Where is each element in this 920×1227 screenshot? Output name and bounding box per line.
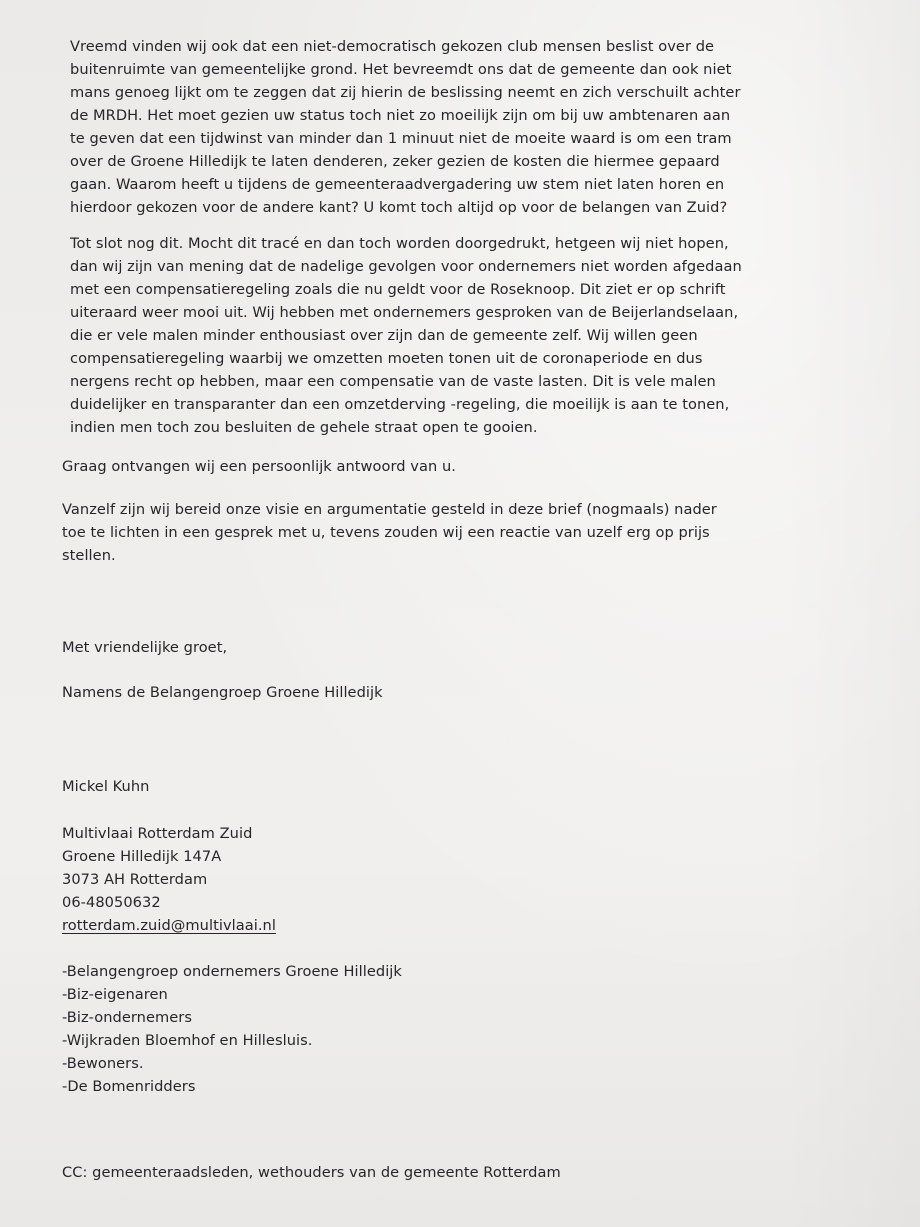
signatory-groups-list xyxy=(62,960,782,1098)
paragraph-line: gaan. Waarom heeft u tijdens de gemeenteraadvergadering uw stem niet laten horen en xyxy=(70,176,725,193)
paragraph-line: Graag ontvangen wij een persoonlijk antwoord van u. xyxy=(62,458,456,475)
paragraph-line: toe te lichten in een gesprek met u, tevens zouden wij een reactie van uzelf erg op prijs xyxy=(62,524,710,541)
cc-text: CC: gemeenteraadsleden, wethouders van de gemeente Rotterdam xyxy=(62,1164,561,1181)
paragraph-line: uiteraard weer mooi uit. Wij hebben met ondernemers gesproken van de Beijerlandselaan, xyxy=(70,304,739,321)
list-item: -Wijkraden Bloemhof en Hillesluis. xyxy=(62,1032,313,1049)
list-item: -Bewoners. xyxy=(62,1055,144,1072)
paragraph-line: Tot slot nog dit. Mocht dit tracé en dan toch worden doorgedrukt, hetgeen wij niet hopen, xyxy=(70,235,729,252)
paragraph-line: hierdoor gekozen voor de andere kant? U komt toch altijd op voor de belangen van Zuid? xyxy=(70,199,728,216)
paragraph-line: over de Groene Hilledijk te laten denderen, zeker gezien de kosten die hiermee gepaard xyxy=(70,153,720,170)
paragraph-line: de MRDH. Het moet gezien uw status toch niet zo moeilijk zijn om bij uw ambtenaren aan xyxy=(70,107,731,124)
paragraph-line: te geven dat een tijdwinst van minder dan 1 minuut niet de moeite waard is om een tram xyxy=(70,130,732,147)
paragraph-line: die er vele malen minder enthousiast over zijn dan de gemeente zelf. Wij willen geen xyxy=(70,327,698,344)
paragraph-line: mans genoeg lijkt om te zeggen dat zij hierin de beslissing neemt en zich verschuilt achter xyxy=(70,84,741,101)
signer-name xyxy=(62,775,782,798)
paragraph-4 xyxy=(62,498,782,567)
on-behalf-text: Namens de Belangengroep Groene Hilledijk xyxy=(62,684,383,701)
cc-line xyxy=(62,1161,782,1184)
on-behalf-line xyxy=(62,681,782,704)
paragraph-line: buitenruimte van gemeentelijke grond. Het bevreemdt ons dat de gemeente dan ook niet xyxy=(70,61,732,78)
list-item: -Belangengroep ondernemers Groene Hilledijk xyxy=(62,963,402,980)
email-link[interactable]: rotterdam.zuid@multivlaai.nl xyxy=(62,917,276,934)
paragraph-line: stellen. xyxy=(62,547,116,564)
street-address: Groene Hilledijk 147A xyxy=(62,848,222,865)
paragraph-2 xyxy=(70,232,790,439)
paragraph-line: compensatieregeling waarbij we omzetten moeten tonen uit de coronaperiode en dus xyxy=(70,350,703,367)
list-item: -Biz-eigenaren xyxy=(62,986,168,1003)
paragraph-line: Vreemd vinden wij ook dat een niet-democratisch gekozen club mensen beslist over de xyxy=(70,38,715,55)
city-postcode: 3073 AH Rotterdam xyxy=(62,871,208,888)
company-name: Multivlaai Rotterdam Zuid xyxy=(62,825,253,842)
paragraph-line: dan wij zijn van mening dat de nadelige gevolgen voor ondernemers niet worden afgedaan xyxy=(70,258,742,275)
paragraph-line: Vanzelf zijn wij bereid onze visie en argumentatie gesteld in deze brief (nogmaals) nader xyxy=(62,501,717,518)
paragraph-line: indien men toch zou besluiten de gehele straat open te gooien. xyxy=(70,419,538,436)
greeting-text: Met vriendelijke groet, xyxy=(62,639,228,656)
paragraph-line: met een compensatieregeling zoals die nu geldt voor de Roseknoop. Dit ziet er op schrift xyxy=(70,281,726,298)
paragraph-1 xyxy=(70,35,790,219)
list-item: -De Bomenridders xyxy=(62,1078,196,1095)
paragraph-line: nergens recht op hebben, maar een compensatie van de vaste lasten. Dit is vele malen xyxy=(70,373,716,390)
paragraph-3 xyxy=(62,455,782,478)
signer-text: Mickel Kuhn xyxy=(62,778,150,795)
list-item: -Biz-ondernemers xyxy=(62,1009,192,1026)
address-block xyxy=(62,822,782,937)
page-shadow xyxy=(780,0,920,1227)
phone-number: 06-48050632 xyxy=(62,894,161,911)
closing-greeting xyxy=(62,636,782,659)
paragraph-line: duidelijker en transparanter dan een omzetderving -regeling, die moeilijk is aan te tonen, xyxy=(70,396,730,413)
